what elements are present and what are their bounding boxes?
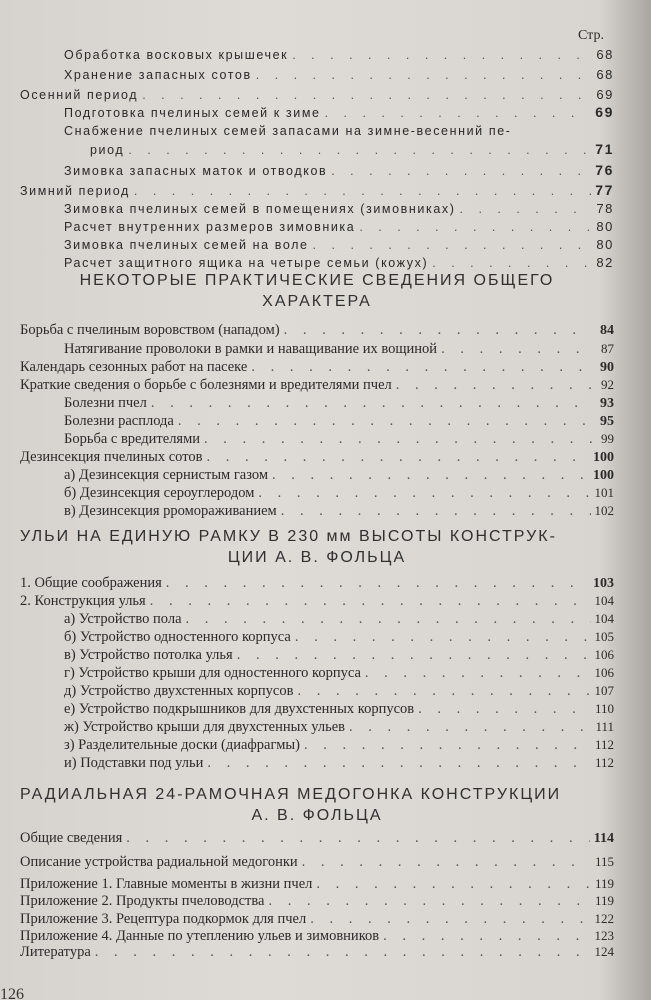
section-heading: А. В. ФОЛЬЦА — [251, 807, 383, 824]
toc-entry: Приложение 4. Данные по утеплению ульев и зимовников . . . 123 — [20, 926, 614, 946]
toc-entry: Осенний период . . . 69 — [20, 85, 614, 105]
toc-entry: Подготовка пчелиных семей к зиме . . . 69 — [64, 102, 614, 122]
page-column-label: Стр. — [578, 28, 604, 43]
toc-entry: Общие сведения . . . 114 — [20, 828, 614, 848]
toc-entry: Зимовка пчелиных семей на воле . . . 80 — [64, 235, 614, 255]
toc-entry: Зимовка запасных маток и отводков . . . 76 — [64, 160, 614, 180]
toc-entry: Краткие сведения о борьбе с болезнями и вредителями пчел . . . 92 — [20, 375, 614, 395]
toc-entry: Расчет защитного ящика на четыре семьи (кожух) . . . 82 — [64, 253, 614, 273]
toc-entry: ж) Устройство крыши для двухстенных ульев . . . 111 — [64, 717, 614, 737]
toc-entry: 1. Общие соображения . . . 103 — [20, 573, 614, 593]
toc-entry: д) Устройство двухстенных корпусов . . . 107 — [64, 681, 614, 701]
toc-entry: Болезни пчел . . . 93 — [64, 393, 614, 413]
toc-entry: з) Разделительные доски (диафрагмы) . . . 112 — [64, 735, 614, 755]
section-heading: НЕКОТОРЫЕ ПРАКТИЧЕСКИЕ СВЕДЕНИЯ ОБЩЕГО — [79, 272, 555, 289]
toc-entry: Натягивание проволоки в рамки и наващивание их вощиной . . . 87 — [64, 339, 614, 359]
toc-entry: а) Устройство пола . . . 104 — [64, 609, 614, 629]
toc-entry: Болезни расплода . . . 95 — [64, 411, 614, 431]
toc-entry: Зимовка пчелиных семей в помещениях (зимовниках) . . . 78 — [64, 199, 614, 219]
toc-entry-line: Снабжение пчелиных семей запасами на зимне-весенний пе- — [64, 124, 512, 138]
section-heading: ХАРАКТЕРА — [262, 293, 372, 310]
toc-entry: Приложение 3. Рецептура подкормок для пчел . . . 122 — [20, 909, 614, 929]
toc-entry: Хранение запасных сотов . . . 68 — [64, 65, 614, 85]
toc-entry: Приложение 2. Продукты пчеловодства . . . 119 — [20, 891, 614, 911]
section-heading: РАДИАЛЬНАЯ 24-РАМОЧНАЯ МЕДОГОНКА КОНСТРУКЦИИ — [20, 786, 562, 803]
toc-entry: г) Устройство крыши для одностенного корпуса . . . 106 — [64, 663, 614, 683]
toc-entry: Литература . . . 124 — [20, 942, 614, 962]
toc-entry: Дезинсекция пчелиных сотов . . . 100 — [20, 447, 614, 467]
toc-entry: а) Дезинсекция сернистым газом . . . 100 — [64, 465, 614, 485]
toc-entry: Обработка восковых крышечек . . . 68 — [64, 45, 614, 65]
section-heading: УЛЬИ НА ЕДИНУЮ РАМКУ В 230 мм ВЫСОТЫ КОНСТРУК- — [20, 528, 557, 545]
section-heading: ЦИИ А. В. ФОЛЬЦА — [227, 549, 407, 566]
page-number: 126 — [0, 986, 24, 1000]
toc-entry: е) Устройство подкрышников для двухстенных корпусов . . . 110 — [64, 699, 614, 719]
toc-entry: 2. Конструкция улья . . . 104 — [20, 591, 614, 611]
toc-entry: Календарь сезонных работ на пасеке . . . 90 — [20, 357, 614, 377]
toc-entry: Расчет внутренних размеров зимовника . . . 80 — [64, 217, 614, 237]
toc-entry: в) Дезинсекция рромораживанием . . . 102 — [64, 501, 614, 521]
toc-entry: Описание устройства радиальной медогонки . . . 115 — [20, 852, 614, 872]
toc-entry: Зимний период . . . 77 — [20, 180, 614, 200]
toc-entry: в) Устройство потолка улья . . . 106 — [64, 645, 614, 665]
toc-entry: б) Устройство одностенного корпуса . . . 105 — [64, 627, 614, 647]
toc-entry: риод . . . 71 — [90, 139, 614, 159]
toc-entry: и) Подставки под ульи . . . 112 — [64, 753, 614, 773]
toc-entry: Борьба с пчелиным воровством (нападом) . . . 84 — [20, 320, 614, 340]
toc-entry: Приложение 1. Главные моменты в жизни пчел . . . 119 — [20, 874, 614, 894]
toc-entry: Борьба с вредителями . . . 99 — [64, 429, 614, 449]
toc-entry: б) Дезинсекция сероуглеродом . . . 101 — [64, 483, 614, 503]
